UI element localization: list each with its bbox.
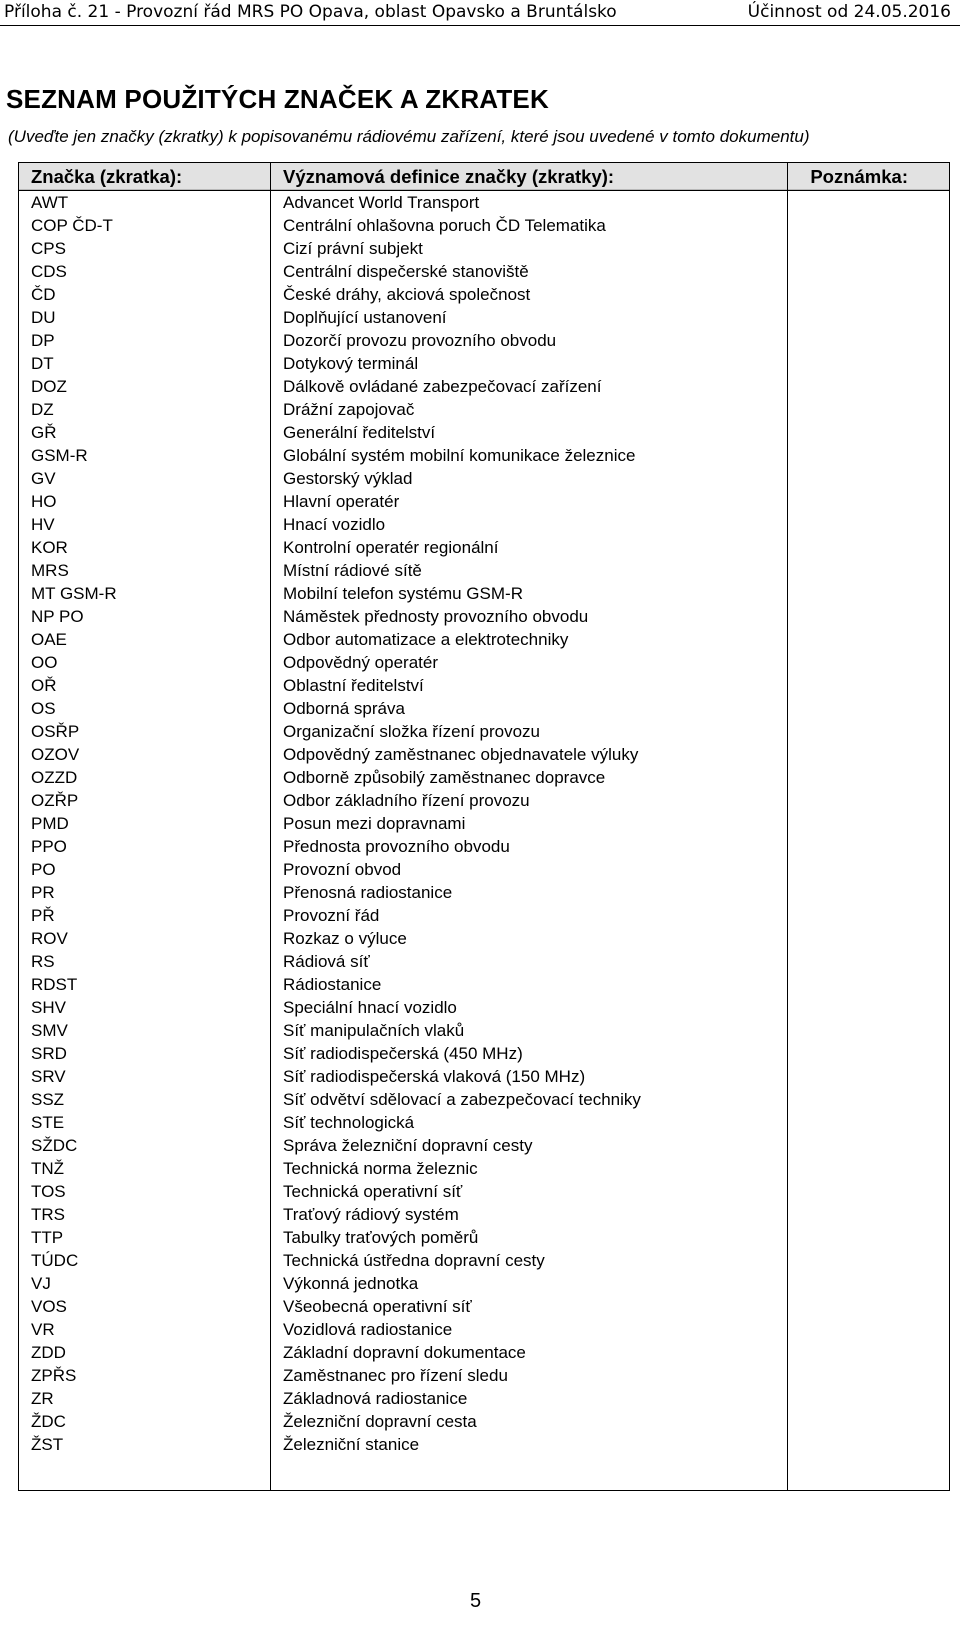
cell-note	[788, 605, 950, 628]
cell-note	[788, 1157, 950, 1180]
cell-note	[788, 398, 950, 421]
cell-code: SHV	[19, 996, 271, 1019]
cell-note	[788, 467, 950, 490]
cell-code: CPS	[19, 237, 271, 260]
cell-note	[788, 444, 950, 467]
cell-definition: Náměstek přednosty provozního obvodu	[271, 605, 788, 628]
table-row	[19, 1272, 950, 1295]
cell-definition: Centrální ohlašovna poruch ČD Telematika	[271, 214, 788, 237]
cell-definition: Všeobecná operativní síť	[271, 1295, 788, 1318]
cell-note	[788, 375, 950, 398]
table-row	[19, 881, 950, 904]
cell-code: ČD	[19, 283, 271, 306]
cell-note	[788, 1065, 950, 1088]
cell-code: DZ	[19, 398, 271, 421]
cell-code: OZOV	[19, 743, 271, 766]
cell-code: COP ČD-T	[19, 214, 271, 237]
cell-definition: Dálkově ovládané zabezpečovací zařízení	[271, 375, 788, 398]
table-row	[19, 1203, 950, 1226]
cell-note	[788, 628, 950, 651]
table-row	[19, 1180, 950, 1203]
cell-definition: Rádiostanice	[271, 973, 788, 996]
cell-code: VJ	[19, 1272, 271, 1295]
cell-definition: Speciální hnací vozidlo	[271, 996, 788, 1019]
cell-code: GV	[19, 467, 271, 490]
cell-code: PŘ	[19, 904, 271, 927]
cell-code: OO	[19, 651, 271, 674]
cell-code: RS	[19, 950, 271, 973]
cell-note	[788, 1456, 950, 1491]
cell-code: SŽDC	[19, 1134, 271, 1157]
cell-definition: Odborně způsobilý zaměstnanec dopravce	[271, 766, 788, 789]
table-row	[19, 1065, 950, 1088]
table-row	[19, 674, 950, 697]
table-row	[19, 812, 950, 835]
cell-code: ZPŘS	[19, 1364, 271, 1387]
table-row	[19, 743, 950, 766]
table-row	[19, 605, 950, 628]
cell-note	[788, 1318, 950, 1341]
header-effective-date: Účinnost od 24.05.2016	[747, 2, 951, 22]
cell-note	[788, 1433, 950, 1456]
cell-code: OŘ	[19, 674, 271, 697]
table-row	[19, 1157, 950, 1180]
table-row	[19, 1295, 950, 1318]
cell-code: OSŘP	[19, 720, 271, 743]
cell-definition: Výkonná jednotka	[271, 1272, 788, 1295]
cell-note	[788, 1203, 950, 1226]
cell-code: ZDD	[19, 1341, 271, 1364]
cell-definition: Odpovědný operatér	[271, 651, 788, 674]
header-divider	[0, 25, 960, 26]
cell-note	[788, 927, 950, 950]
table-row	[19, 467, 950, 490]
cell-code: TOS	[19, 1180, 271, 1203]
table-row	[19, 1456, 950, 1491]
page-number: 5	[470, 1590, 482, 1612]
cell-code: ZR	[19, 1387, 271, 1410]
cell-definition: Oblastní ředitelství	[271, 674, 788, 697]
cell-code: HO	[19, 490, 271, 513]
cell-note	[788, 260, 950, 283]
cell-note	[788, 881, 950, 904]
cell-definition: Dozorčí provozu provozního obvodu	[271, 329, 788, 352]
cell-definition: Dotykový terminál	[271, 352, 788, 375]
cell-note	[788, 1226, 950, 1249]
cell-note	[788, 812, 950, 835]
cell-code: OZŘP	[19, 789, 271, 812]
table-row	[19, 1019, 950, 1042]
cell-definition: Síť radiodispečerská vlaková (150 MHz)	[271, 1065, 788, 1088]
cell-note	[788, 214, 950, 237]
cell-code: VOS	[19, 1295, 271, 1318]
cell-code: SRV	[19, 1065, 271, 1088]
table-row	[19, 1341, 950, 1364]
cell-note	[788, 513, 950, 536]
cell-code: VR	[19, 1318, 271, 1341]
cell-note	[788, 237, 950, 260]
abbreviations-table	[18, 162, 950, 1491]
table-row	[19, 904, 950, 927]
page-subtitle: (Uveďte jen značky (zkratky) k popisovanému rádiovému zařízení, které jsou uvedené v tomto dokumentu)	[8, 127, 810, 146]
cell-code: ROV	[19, 927, 271, 950]
column-header-note: Poznámka:	[788, 163, 950, 191]
table-row	[19, 1042, 950, 1065]
table-row	[19, 628, 950, 651]
cell-definition: Vozidlová radiostanice	[271, 1318, 788, 1341]
table-row	[19, 375, 950, 398]
cell-definition: Základnová radiostanice	[271, 1387, 788, 1410]
cell-definition: Advancet World Transport	[271, 191, 788, 215]
cell-note	[788, 674, 950, 697]
cell-definition: Síť manipulačních vlaků	[271, 1019, 788, 1042]
cell-definition: Provozní řád	[271, 904, 788, 927]
cell-definition: Drážní zapojovač	[271, 398, 788, 421]
table-row	[19, 582, 950, 605]
cell-note	[788, 950, 950, 973]
cell-code: RDST	[19, 973, 271, 996]
cell-code: GSM-R	[19, 444, 271, 467]
cell-definition: Hnací vozidlo	[271, 513, 788, 536]
cell-code: PO	[19, 858, 271, 881]
cell-definition: Posun mezi dopravnami	[271, 812, 788, 835]
cell-note	[788, 697, 950, 720]
table-row	[19, 1364, 950, 1387]
table-row	[19, 720, 950, 743]
cell-note	[788, 766, 950, 789]
cell-definition: Správa železniční dopravní cesty	[271, 1134, 788, 1157]
cell-note	[788, 1341, 950, 1364]
table-row	[19, 835, 950, 858]
cell-note	[788, 191, 950, 215]
table-row	[19, 1088, 950, 1111]
table-row	[19, 398, 950, 421]
cell-code	[19, 1456, 271, 1491]
table-row	[19, 283, 950, 306]
page-title: SEZNAM POUŽITÝCH ZNAČEK A ZKRATEK	[6, 84, 549, 114]
cell-code: NP PO	[19, 605, 271, 628]
cell-note	[788, 1249, 950, 1272]
table-row	[19, 1410, 950, 1433]
cell-definition: Odbor automatizace a elektrotechniky	[271, 628, 788, 651]
cell-definition: Mobilní telefon systému GSM-R	[271, 582, 788, 605]
table-row	[19, 1226, 950, 1249]
cell-code: PPO	[19, 835, 271, 858]
cell-note	[788, 1387, 950, 1410]
cell-note	[788, 1019, 950, 1042]
cell-definition: Technická ústředna dopravní cesty	[271, 1249, 788, 1272]
cell-code: OS	[19, 697, 271, 720]
cell-code: TTP	[19, 1226, 271, 1249]
cell-note	[788, 651, 950, 674]
cell-note	[788, 973, 950, 996]
column-header-definition: Významová definice značky (zkratky):	[271, 163, 788, 191]
table-row	[19, 214, 950, 237]
table-row	[19, 306, 950, 329]
cell-note	[788, 1111, 950, 1134]
cell-note	[788, 720, 950, 743]
cell-note	[788, 835, 950, 858]
table-row	[19, 421, 950, 444]
cell-code: DT	[19, 352, 271, 375]
cell-definition: Síť technologická	[271, 1111, 788, 1134]
table-row	[19, 1111, 950, 1134]
cell-note	[788, 789, 950, 812]
cell-code: DU	[19, 306, 271, 329]
table-row	[19, 927, 950, 950]
cell-definition: Centrální dispečerské stanoviště	[271, 260, 788, 283]
cell-code: AWT	[19, 191, 271, 215]
table-row	[19, 697, 950, 720]
cell-note	[788, 536, 950, 559]
cell-note	[788, 858, 950, 881]
cell-note	[788, 1088, 950, 1111]
cell-definition: Gestorský výklad	[271, 467, 788, 490]
cell-definition: Organizační složka řízení provozu	[271, 720, 788, 743]
cell-code: CDS	[19, 260, 271, 283]
cell-note	[788, 743, 950, 766]
cell-code: TNŽ	[19, 1157, 271, 1180]
cell-definition: Odpovědný zaměstnanec objednavatele výluky	[271, 743, 788, 766]
cell-definition: Kontrolní operatér regionální	[271, 536, 788, 559]
table-row	[19, 513, 950, 536]
cell-definition: Rádiová síť	[271, 950, 788, 973]
cell-code: OZZD	[19, 766, 271, 789]
cell-note	[788, 1410, 950, 1433]
cell-note	[788, 582, 950, 605]
cell-definition: Cizí právní subjekt	[271, 237, 788, 260]
table-row	[19, 559, 950, 582]
cell-note	[788, 421, 950, 444]
cell-definition	[271, 1456, 788, 1491]
cell-note	[788, 996, 950, 1019]
cell-definition: Síť radiodispečerská (450 MHz)	[271, 1042, 788, 1065]
table-row	[19, 536, 950, 559]
cell-definition: Odborná správa	[271, 697, 788, 720]
table-header-row	[19, 163, 950, 191]
cell-code: SSZ	[19, 1088, 271, 1111]
cell-note	[788, 352, 950, 375]
cell-definition: Doplňující ustanovení	[271, 306, 788, 329]
cell-code: DOZ	[19, 375, 271, 398]
table-row	[19, 490, 950, 513]
cell-definition: Technická operativní síť	[271, 1180, 788, 1203]
cell-note	[788, 1295, 950, 1318]
table-row	[19, 858, 950, 881]
table-row	[19, 191, 950, 215]
header-document-title: Příloha č. 21 - Provozní řád MRS PO Opava, oblast Opavsko a Bruntálsko	[4, 2, 617, 22]
cell-definition: Rozkaz o výluce	[271, 927, 788, 950]
table-row	[19, 766, 950, 789]
cell-definition: Přednosta provozního obvodu	[271, 835, 788, 858]
cell-definition: Provozní obvod	[271, 858, 788, 881]
cell-note	[788, 904, 950, 927]
cell-definition: České dráhy, akciová společnost	[271, 283, 788, 306]
table-row	[19, 1387, 950, 1410]
table-row	[19, 950, 950, 973]
cell-code: TÚDC	[19, 1249, 271, 1272]
cell-definition: Přenosná radiostanice	[271, 881, 788, 904]
cell-definition: Technická norma železnic	[271, 1157, 788, 1180]
cell-code: ŽDC	[19, 1410, 271, 1433]
cell-code: GŘ	[19, 421, 271, 444]
cell-definition: Železniční dopravní cesta	[271, 1410, 788, 1433]
cell-definition: Síť odvětví sdělovací a zabezpečovací techniky	[271, 1088, 788, 1111]
cell-definition: Tabulky traťových poměrů	[271, 1226, 788, 1249]
cell-definition: Zaměstnanec pro řízení sledu	[271, 1364, 788, 1387]
cell-note	[788, 306, 950, 329]
table-row	[19, 651, 950, 674]
cell-note	[788, 329, 950, 352]
table-row	[19, 1433, 950, 1456]
cell-definition: Traťový rádiový systém	[271, 1203, 788, 1226]
cell-definition: Generální ředitelství	[271, 421, 788, 444]
cell-code: PMD	[19, 812, 271, 835]
cell-code: KOR	[19, 536, 271, 559]
table-row	[19, 789, 950, 812]
cell-code: ŽST	[19, 1433, 271, 1456]
cell-code: SMV	[19, 1019, 271, 1042]
table-row	[19, 260, 950, 283]
cell-code: PR	[19, 881, 271, 904]
table-row	[19, 973, 950, 996]
cell-note	[788, 283, 950, 306]
cell-note	[788, 1042, 950, 1065]
cell-code: STE	[19, 1111, 271, 1134]
table-row	[19, 1134, 950, 1157]
cell-note	[788, 490, 950, 513]
cell-definition: Železniční stanice	[271, 1433, 788, 1456]
table-row	[19, 352, 950, 375]
cell-note	[788, 1180, 950, 1203]
cell-note	[788, 1272, 950, 1295]
table-row	[19, 1318, 950, 1341]
cell-note	[788, 559, 950, 582]
cell-definition: Základní dopravní dokumentace	[271, 1341, 788, 1364]
table-row	[19, 996, 950, 1019]
cell-note	[788, 1364, 950, 1387]
cell-definition: Odbor základního řízení provozu	[271, 789, 788, 812]
cell-code: MT GSM-R	[19, 582, 271, 605]
table-row	[19, 237, 950, 260]
cell-code: DP	[19, 329, 271, 352]
page-header	[0, 0, 960, 26]
table-row	[19, 1249, 950, 1272]
cell-code: SRD	[19, 1042, 271, 1065]
cell-code: OAE	[19, 628, 271, 651]
cell-code: MRS	[19, 559, 271, 582]
table-row	[19, 329, 950, 352]
cell-definition: Místní rádiové sítě	[271, 559, 788, 582]
column-header-code: Značka (zkratka):	[19, 163, 271, 191]
cell-code: HV	[19, 513, 271, 536]
table-row	[19, 444, 950, 467]
cell-definition: Globální systém mobilní komunikace železnice	[271, 444, 788, 467]
cell-note	[788, 1134, 950, 1157]
cell-definition: Hlavní operatér	[271, 490, 788, 513]
cell-code: TRS	[19, 1203, 271, 1226]
